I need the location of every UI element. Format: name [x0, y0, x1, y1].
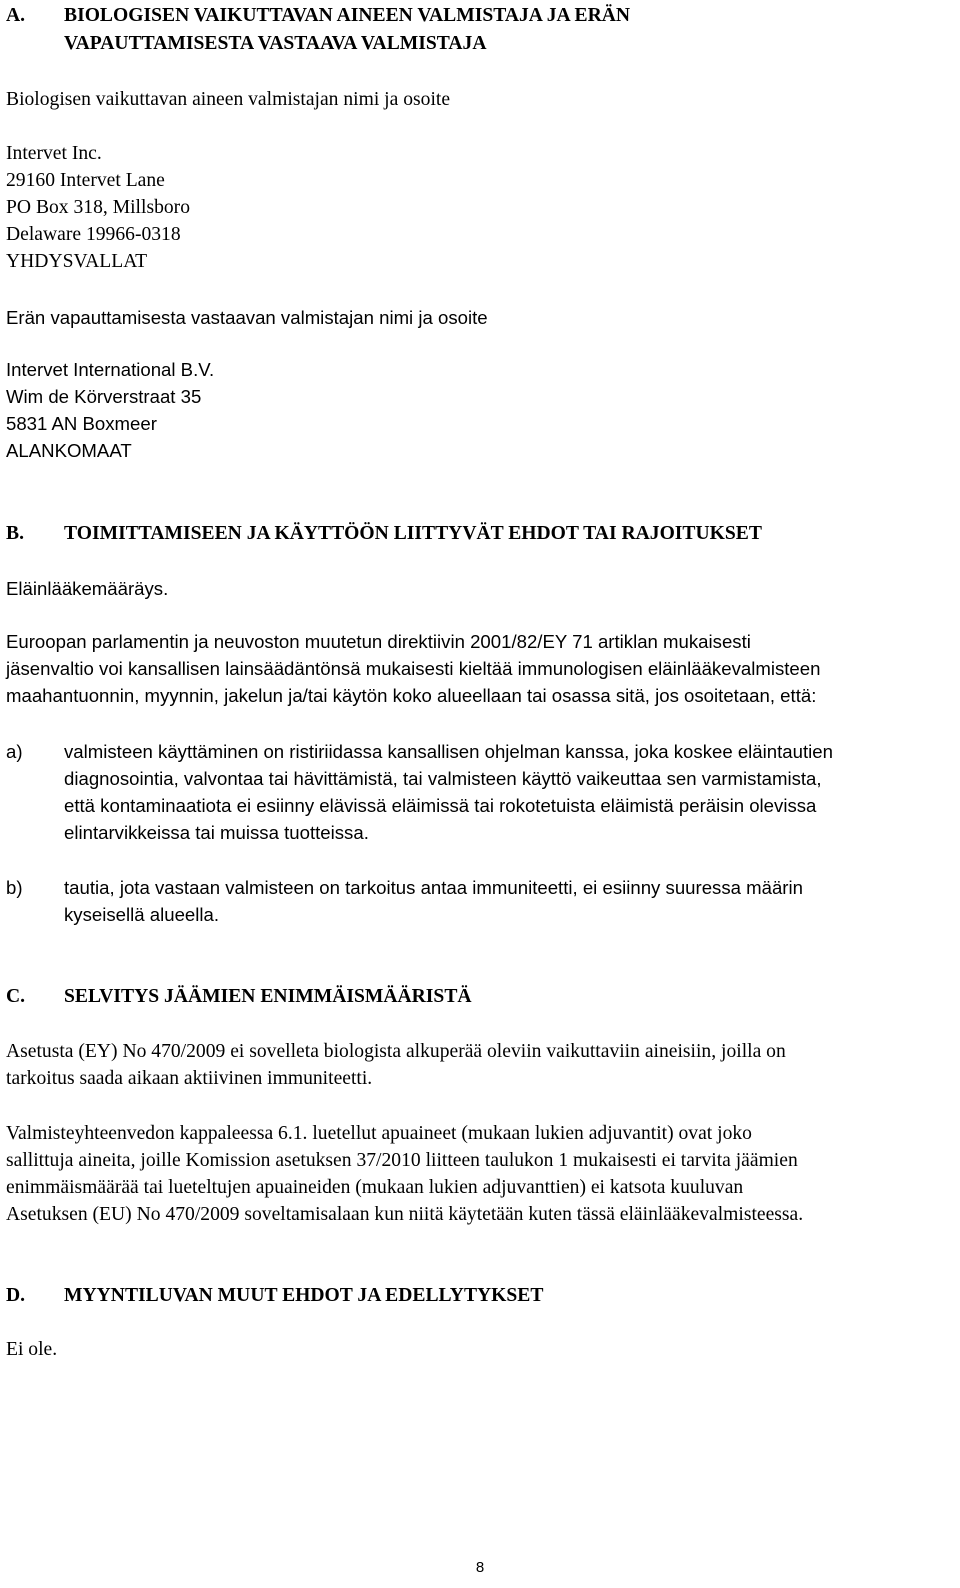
- manufacturer-address-line-4: Delaware 19966-0318: [6, 224, 181, 245]
- section-c-letter: C.: [6, 986, 26, 1007]
- page-number: 8: [475, 1559, 485, 1576]
- list-item-a-line-1: valmisteen käyttäminen on ristiriidassa kansallisen ohjelman kanssa, joka koskee eläintautien: [64, 741, 833, 762]
- mrl-paragraph-2-line-1: Valmisteyhteenvedon kappaleessa 6.1. luetellut apuaineet (mukaan lukien adjuvantit) ovat joko: [6, 1123, 752, 1144]
- prescription-note: Eläinlääkemääräys.: [6, 578, 169, 599]
- batch-release-address-line-4: ALANKOMAAT: [6, 440, 132, 461]
- directive-paragraph-line-2: jäsenvaltio voi kansallisen lainsäädäntönsä mukaisesti kieltää immunologisen eläinlääkevalmisteen: [6, 658, 821, 679]
- list-item-a-line-2: diagnosointia, valvontaa tai hävittämistä, tai valmisteen käyttö vaikeuttaa sen varmistamista,: [64, 768, 822, 789]
- list-item-b: [6, 874, 946, 930]
- batch-release-address-line-3: 5831 AN Boxmeer: [6, 413, 157, 434]
- list-item-a-marker: a): [6, 741, 23, 762]
- section-d-heading: [6, 1282, 946, 1310]
- section-a-heading-line-2: VAPAUTTAMISESTA VASTAAVA VALMISTAJA: [64, 33, 487, 54]
- list-item-b-line-2: kyseisellä alueella.: [64, 904, 220, 925]
- section-a-letter: A.: [6, 5, 26, 26]
- section-a-heading-line-1: BIOLOGISEN VAIKUTTAVAN AINEEN VALMISTAJA JA ERÄN: [64, 5, 631, 26]
- mrl-paragraph-2-line-3: enimmäismäärää tai lueteltujen apuaineiden (mukaan lukien adjuvanttien) ei katsota kuuluvan: [6, 1177, 744, 1198]
- section-b-letter: B.: [6, 523, 24, 544]
- manufacturer-address-line-1: Intervet Inc.: [6, 143, 102, 164]
- list-item-a-line-4: elintarvikkeissa tai muissa tuotteissa.: [64, 822, 369, 843]
- mrl-paragraph-2-line-2: sallittuja aineita, joille Komission asetuksen 37/2010 liitteen taulukon 1 mukaisesti ei tarvita jäämien: [6, 1150, 798, 1171]
- mrl-paragraph-2-line-4: Asetuksen (EU) No 470/2009 soveltamisalaan kun niitä käytetään kuten tässä eläinlääkevalmisteessa.: [6, 1204, 804, 1225]
- list-item-b-marker: b): [6, 877, 23, 898]
- section-a-heading: [6, 2, 946, 58]
- section-c-heading-text: SELVITYS JÄÄMIEN ENIMMÄISMÄÄRISTÄ: [64, 986, 472, 1007]
- section-d-body: Ei ole.: [6, 1339, 58, 1360]
- section-d-letter: D.: [6, 1285, 26, 1306]
- section-b-heading: [6, 520, 946, 548]
- manufacturer-address-line-5: YHDYSVALLAT: [6, 251, 148, 272]
- list-item-a: [6, 738, 946, 848]
- section-c-heading: [6, 983, 946, 1011]
- mrl-paragraph-1-line-1: Asetusta (EY) No 470/2009 ei sovelleta biologista alkuperää oleviin vaikuttaviin aineisiin, joilla on: [6, 1041, 786, 1062]
- manufacturer-label: Biologisen vaikuttavan aineen valmistajan nimi ja osoite: [6, 89, 451, 110]
- manufacturer-address-line-2: 29160 Intervet Lane: [6, 170, 165, 191]
- section-b-heading-text: TOIMITTAMISEEN JA KÄYTTÖÖN LIITTYVÄT EHDOT TAI RAJOITUKSET: [64, 523, 762, 544]
- batch-release-address-line-2: Wim de Körverstraat 35: [6, 386, 202, 407]
- batch-release-label: Erän vapauttamisesta vastaavan valmistajan nimi ja osoite: [6, 307, 488, 328]
- section-d-heading-text: MYYNTILUVAN MUUT EHDOT JA EDELLYTYKSET: [64, 1285, 544, 1306]
- directive-paragraph-line-3: maahantuonnin, myynnin, jakelun ja/tai käytön koko alueellaan tai osassa sitä, jos osoitetaan, että:: [6, 685, 817, 706]
- directive-paragraph-line-1: Euroopan parlamentin ja neuvoston muutetun direktiivin 2001/82/EY 71 artiklan mukaisesti: [6, 631, 751, 652]
- list-item-a-line-3: että kontaminaatiota ei esiinny elävissä eläimissä tai rokotetuista eläimistä peräisin olevissa: [64, 795, 817, 816]
- batch-release-address-line-1: Intervet International B.V.: [6, 359, 215, 380]
- list-item-b-line-1: tautia, jota vastaan valmisteen on tarkoitus antaa immuniteetti, ei esiinny suuressa määrin: [64, 877, 803, 898]
- manufacturer-address-line-3: PO Box 318, Millsboro: [6, 197, 190, 218]
- mrl-paragraph-1-line-2: tarkoitus saada aikaan aktiivinen immuniteetti.: [6, 1068, 373, 1089]
